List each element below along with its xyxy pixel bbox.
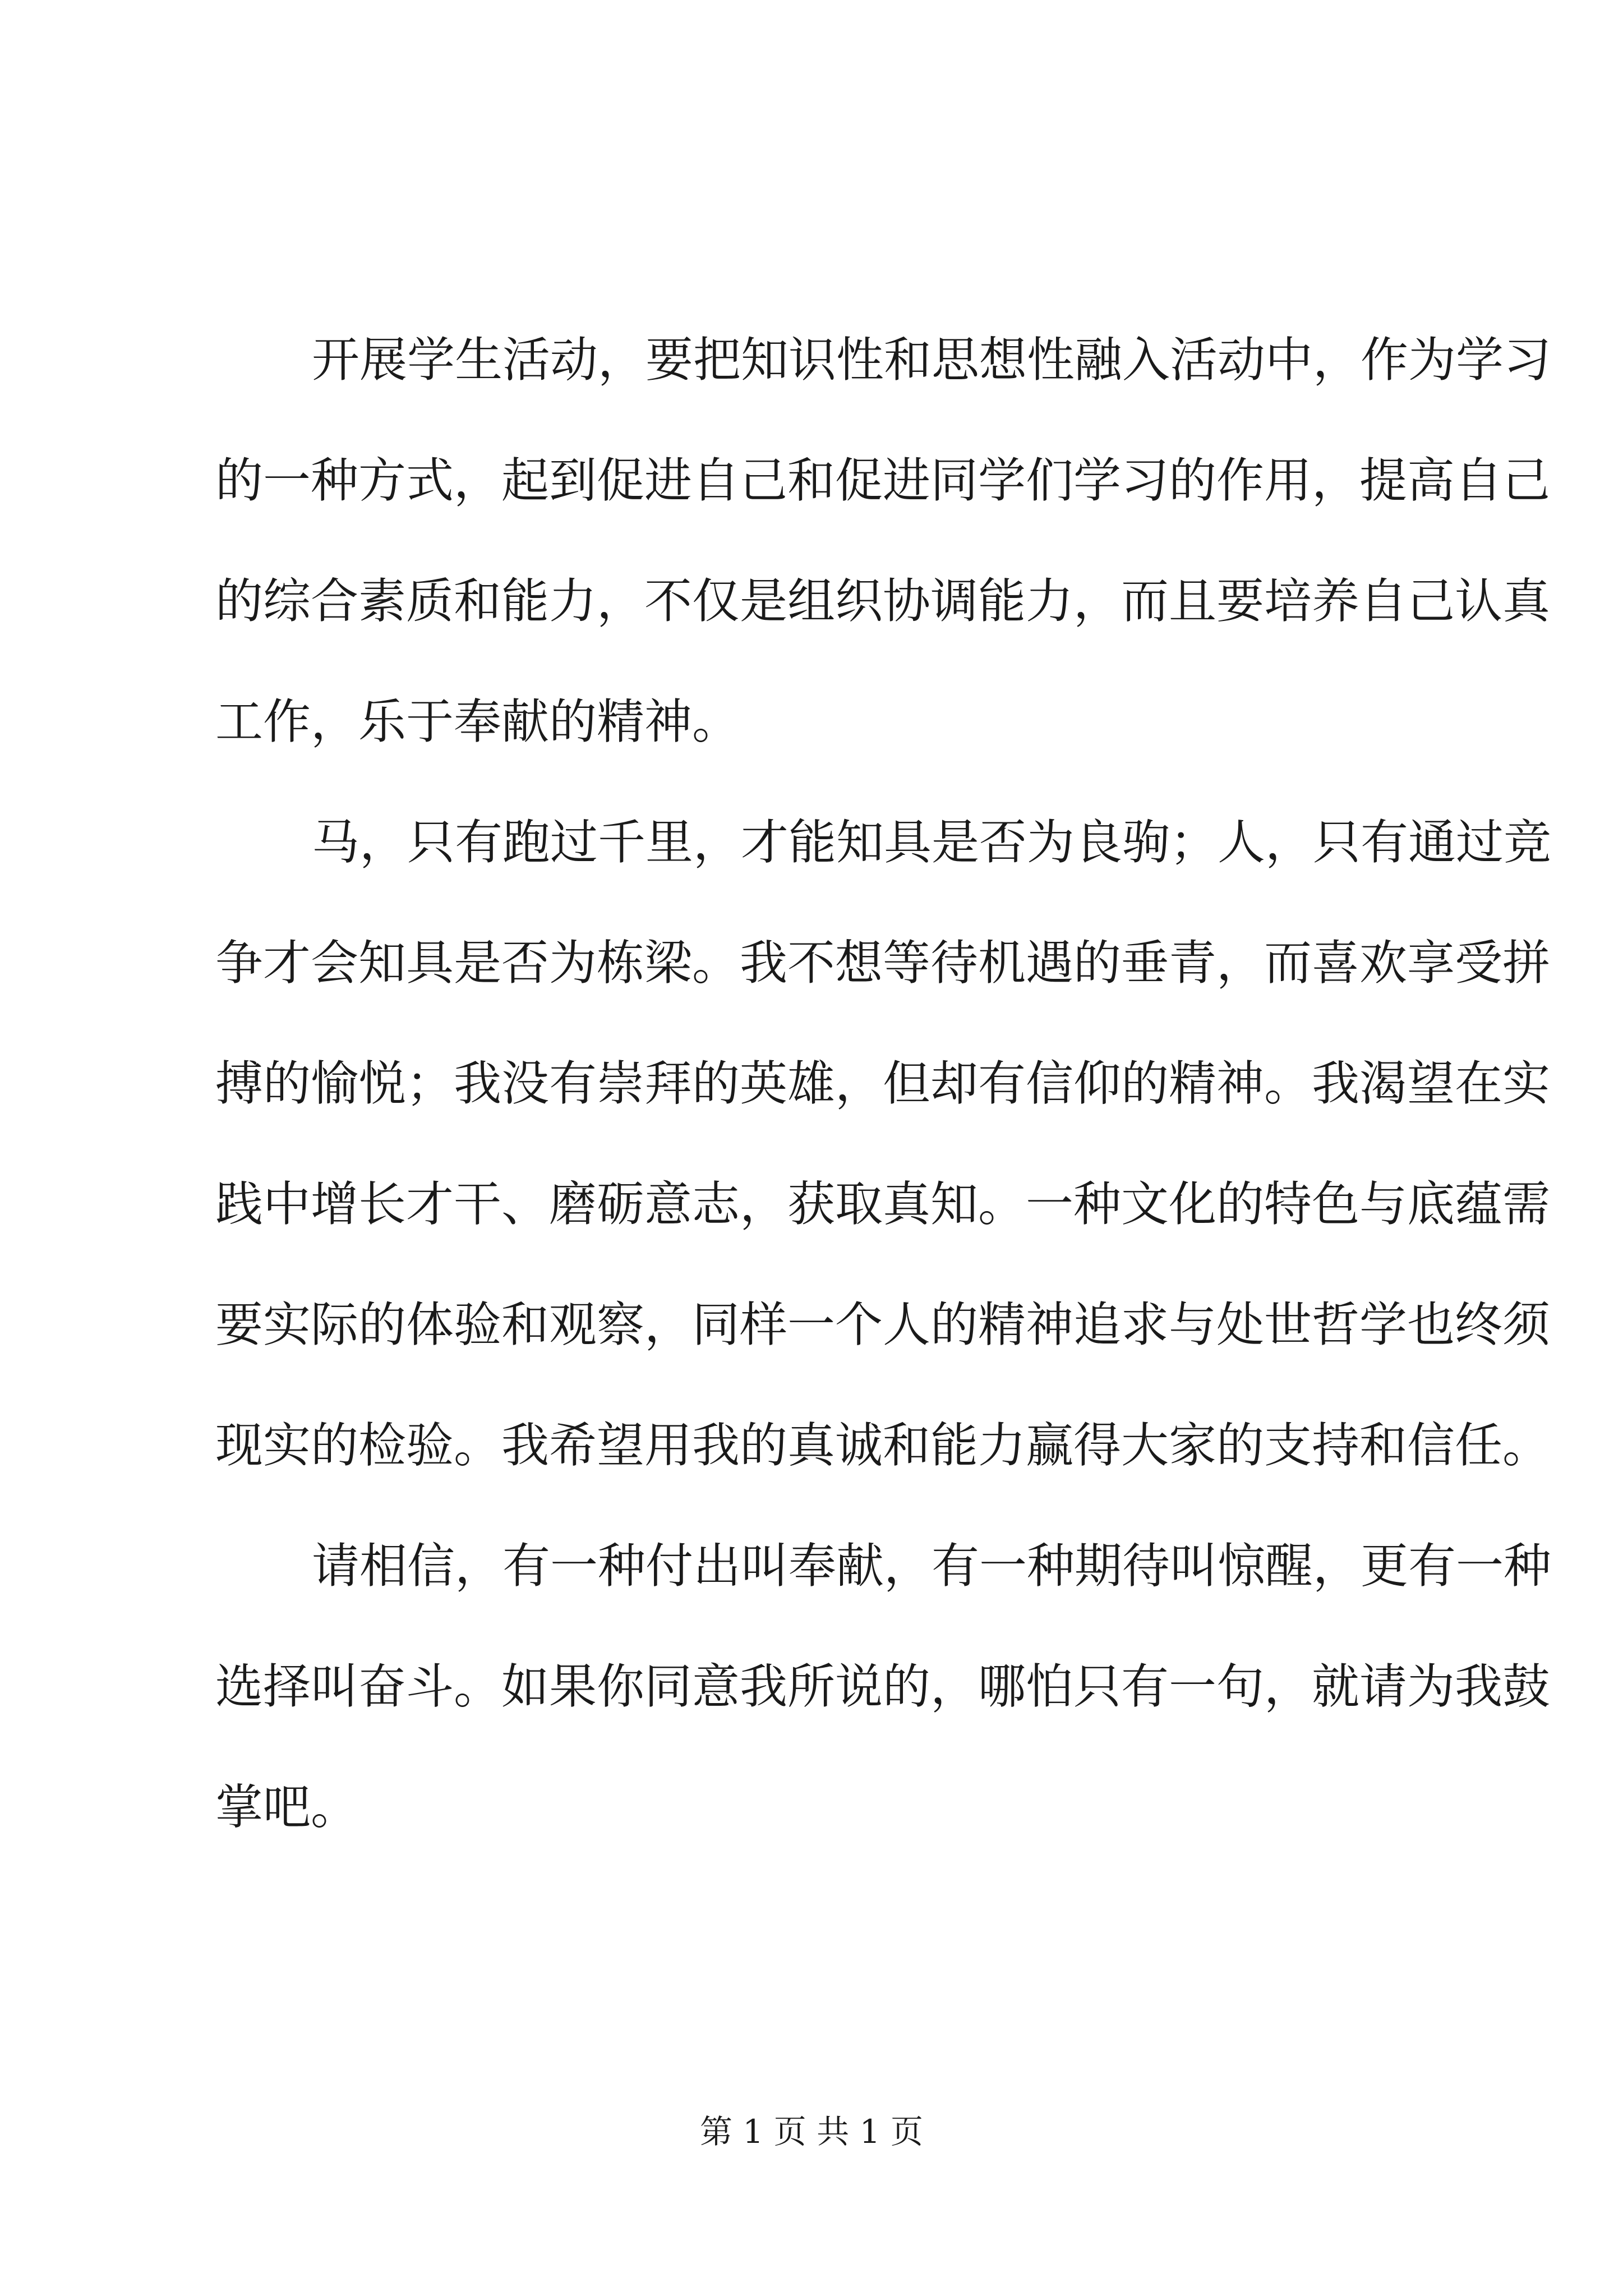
paragraph-line: 马，只有跑过千里，才能知具是否为良驹；人，只有通过竞 <box>312 815 1552 871</box>
document-body <box>215 300 1552 1868</box>
paragraph-line: 选择叫奋斗。如果你同意我所说的，哪怕只有一句，就请为我鼓 <box>215 1659 1551 1715</box>
paragraph-line: 要实际的体验和观察，同样一个人的精神追求与处世哲学也终须 <box>215 1297 1551 1353</box>
paragraph-line: 搏的愉悦；我没有崇拜的英雄，但却有信仰的精神。我渴望在实 <box>215 1056 1551 1112</box>
paragraph-line: 现实的检验。我希望用我的真诚和能力赢得大家的支持和信任。 <box>215 1418 1551 1474</box>
paragraph-line: 践中增长才干、磨砺意志，获取真知。一种文化的特色与底蕴需 <box>215 1177 1551 1232</box>
paragraph-line: 掌吧。 <box>215 1780 359 1835</box>
paragraph-line: 开展学生活动，要把知识性和思想性融入活动中，作为学习 <box>312 333 1552 388</box>
paragraph-line: 的综合素质和能力，不仅是组织协调能力，而且要培养自己认真 <box>215 574 1551 629</box>
paragraph-1 <box>215 300 1552 783</box>
paragraph-line: 的一种方式，起到促进自己和促进同学们学习的作用，提高自己 <box>215 453 1551 509</box>
paragraph-line: 争才会知具是否为栋梁。我不想等待机遇的垂青，而喜欢享受拼 <box>215 936 1551 991</box>
paragraph-line: 请相信，有一种付出叫奉献，有一种期待叫惊醒，更有一种 <box>312 1539 1552 1594</box>
paragraph-line: 工作，乐于奉献的精神。 <box>215 694 740 750</box>
page-number-footer: 第 1 页 共 1 页 <box>700 2113 923 2151</box>
paragraph-2 <box>215 783 1552 1506</box>
paragraph-3 <box>215 1506 1552 1868</box>
